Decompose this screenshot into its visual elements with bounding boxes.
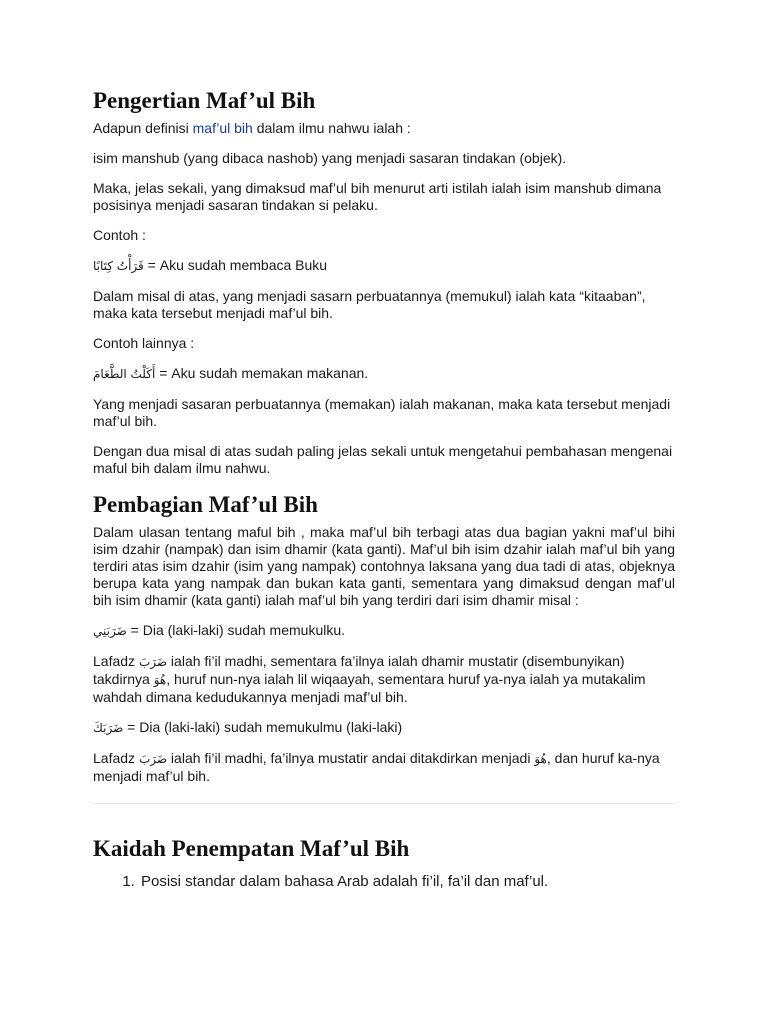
arabic-text: هُوَ [534, 752, 547, 766]
dhamir-example-2 [93, 719, 675, 737]
text-run: , huruf nun-nya ialah lil wiqaayah, sementara huruf ya-nya ialah ya mutakalim wahdah dimana kedudukannya menjadi maf’ul bih. [93, 671, 646, 705]
heading-pembagian: Pembagian Maf’ul Bih [93, 492, 318, 517]
example-1-explanation: Dalam misal di atas, yang menjadi sasarn perbuatannya (memukul) ialah kata “kitaaban”, maka kata tersebut menjadi maf’ul bih. [93, 288, 646, 321]
closing-paragraph: Dengan dua misal di atas sudah paling jelas sekali untuk mengetahui pembahasan mengenai maful bih dalam ilmu nahwu. [93, 443, 673, 476]
text-run: Lafadz [93, 750, 139, 766]
arabic-text: ضَرَبَ [138, 752, 168, 766]
text-run: Lafadz [93, 653, 139, 669]
heading-kaidah: Kaidah Penempatan Maf’ul Bih [93, 836, 410, 861]
example-meaning: = Dia (laki-laki) sudah memukulmu (laki-laki) [123, 719, 403, 735]
arabic-text: قَرَأْتُ كِتَابًا [93, 259, 144, 273]
text-run: ialah fi’il madhi, fa’ilnya mustatir andai ditakdirkan menjadi [167, 750, 535, 766]
intro-text: Adapun definisi [93, 120, 193, 136]
kaidah-list [93, 872, 675, 892]
arabic-text: أَكَلْتُ الطَّعَامَ [93, 367, 156, 381]
dhamir-example-1-explanation [93, 653, 675, 706]
example-2-explanation: Yang menjadi sasaran perbuatannya (memakan) ialah makanan, maka kata tersebut menjadi maf’ul bih. [93, 396, 671, 429]
arabic-text: ضَرَبَ [138, 655, 168, 669]
example-2-label: Contoh lainnya : [93, 335, 195, 351]
summary-paragraph: Maka, jelas sekali, yang dimaksud maf’ul bih menurut arti istilah ialah isim manshub dimana posisinya menjadi sasaran tindakan si pelaku. [93, 180, 662, 213]
section-divider [93, 803, 675, 804]
article-body [93, 86, 675, 892]
intro-text-end: dalam ilmu nahwu ialah : [252, 120, 411, 136]
example-1 [93, 257, 675, 275]
arabic-text: ضَرَبَكَ [93, 721, 124, 735]
example-meaning: = Aku sudah memakan makanan. [155, 365, 369, 381]
example-meaning: = Aku sudah membaca Buku [143, 257, 328, 273]
example-2 [93, 365, 675, 383]
definition-text: isim manshub (yang dibaca nashob) yang menjadi sasaran tindakan (objek). [93, 150, 567, 166]
example-label: Contoh : [93, 227, 146, 243]
text-run: , dan huruf ka-nya menjadi maf’ul bih. [93, 750, 660, 784]
definition-intro [93, 120, 675, 137]
arabic-text: هُوَ [153, 673, 167, 687]
heading-pengertian: Pengertian Maf’ul Bih [93, 88, 316, 113]
text-run: ialah fi’il madhi, sementara fa’ilnya ialah dhamir mustatir (disembunyikan) takdirnya [93, 653, 625, 687]
example-meaning: = Dia (laki-laki) sudah memukulku. [126, 622, 346, 638]
list-item: 1. Posisi standar dalam bahasa Arab adalah fi’il, fa’il dan maf’ul. [139, 872, 675, 892]
dhamir-example-2-explanation [93, 750, 675, 785]
arabic-text: ضَرَبَنِي [93, 624, 127, 638]
dhamir-example-1 [93, 622, 675, 640]
maful-bih-link[interactable]: maf’ul bih [192, 120, 253, 136]
pembagian-intro: Dalam ulasan tentang maful bih , maka maf’ul bih terbagi atas dua bagian yakni maf’ul bihi isim dzahir (nampak) dan isim dhamir (kata ganti). Maf’ul bih isim dzahir ialah maf’ul bih yang terdiri atas isim dzahir (isim yang nampak) contohnya laksana yang dua tadi di atas, objeknya berupa kata yang nampak dan bukan kata ganti, sementara yang dimaksud dengan maf’ul bih isim dhamir (kata ganti) ialah maf’ul bih yang terdiri dari isim dhamir misal : [93, 524, 675, 608]
